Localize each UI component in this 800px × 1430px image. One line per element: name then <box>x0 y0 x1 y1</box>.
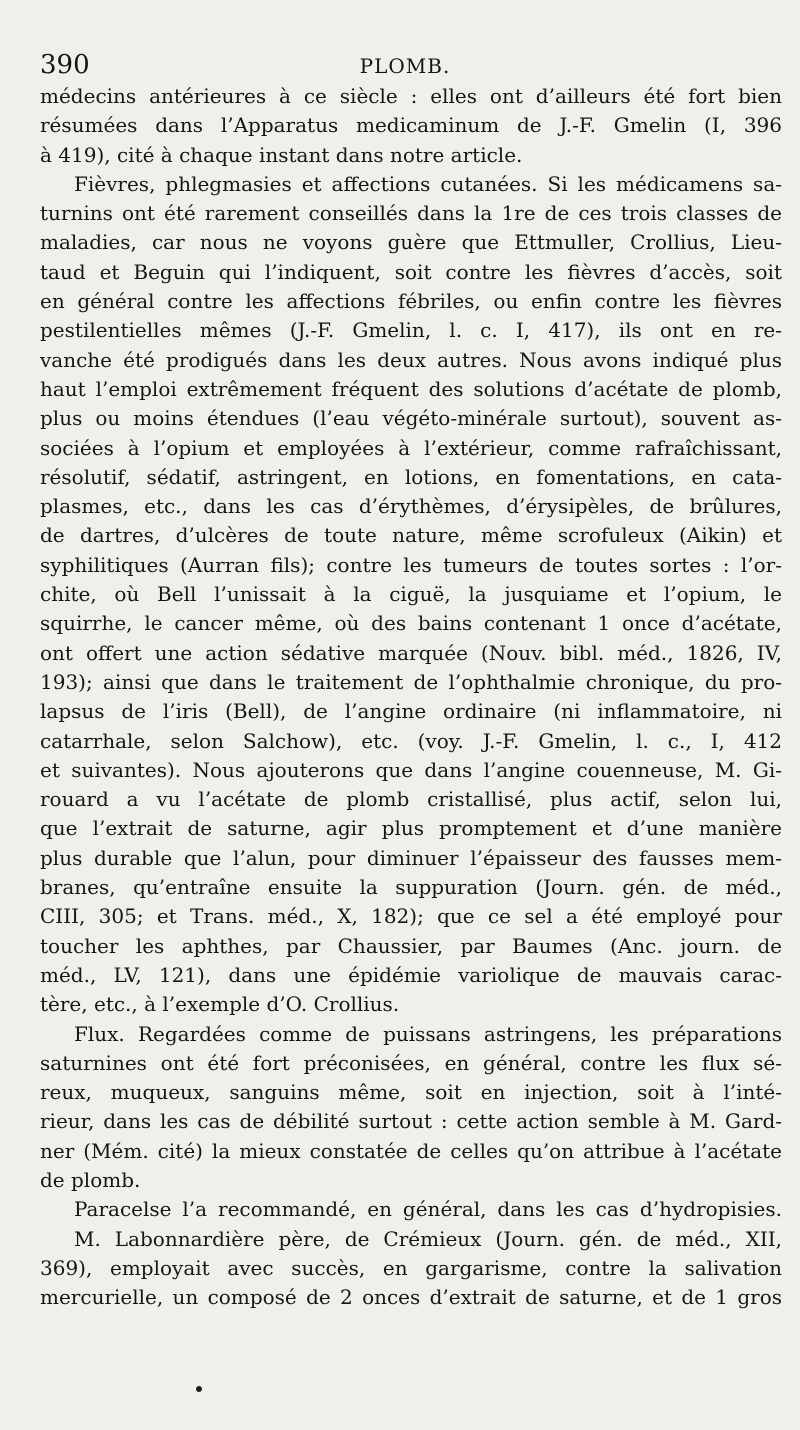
text-line: ont offert une action sédative marquée (Nouv. bibl. méd., 1826, IV, <box>40 640 782 665</box>
text-line: tère, etc., à l’exemple d’O. Crollius. <box>40 992 400 1017</box>
text-line: Flux. Regardées comme de puissans astringens, les préparations <box>74 1021 782 1046</box>
text-line: rieur, dans les cas de débilité surtout : cette action semble à M. Gard- <box>40 1109 782 1134</box>
text-line: vanche été prodigués dans les deux autres. Nous avons indiqué plus <box>40 347 782 372</box>
text-line: M. Labonnardière père, de Crémieux (Journ. gén. de méd., XII, <box>74 1226 782 1251</box>
text-line: haut l’emploi extrêmement fréquent des solutions d’acétate de plomb, <box>40 376 782 401</box>
text-line: squirrhe, le cancer même, où des bains contenant 1 once d’acétate, <box>40 611 782 636</box>
text-line: plasmes, etc., dans les cas d’érythèmes, d’érysipèles, de brûlures, <box>40 494 782 519</box>
text-line: de plomb. <box>40 1167 141 1192</box>
text-line: plus ou moins étendues (l’eau végéto-minérale surtout), souvent as- <box>40 406 782 431</box>
text-line: turnins ont été rarement conseillés dans la 1re de ces trois classes de <box>40 201 782 226</box>
text-line: de dartres, d’ulcères de toute nature, même scrofuleux (Aikin) et <box>40 523 782 548</box>
text-line: que l’extrait de saturne, agir plus promptement et d’une manière <box>40 816 782 841</box>
text-line: mercurielle, un composé de 2 onces d’extrait de saturne, et de 1 gros <box>40 1285 782 1310</box>
text-line: reux, muqueux, sanguins même, soit en injection, soit à l’inté- <box>40 1080 782 1105</box>
text-line: syphilitiques (Aurran fils); contre les tumeurs de toutes sortes : l’or- <box>40 552 782 577</box>
text-line: sociées à l’opium et employées à l’extérieur, comme rafraîchissant, <box>40 435 782 460</box>
text-line: lapsus de l’iris (Bell), de l’angine ordinaire (ni inflammatoire, ni <box>40 699 782 724</box>
text-line: ner (Mém. cité) la mieux constatée de celles qu’on attribue à l’acétate <box>40 1138 782 1163</box>
text-line: 369), employait avec succès, en gargarisme, contre la salivation <box>40 1255 782 1280</box>
text-line: saturnines ont été fort préconisées, en général, contre les flux sé- <box>40 1050 782 1075</box>
body-text <box>40 82 782 1312</box>
page-number: 390 <box>40 50 90 80</box>
text-line: catarrhale, selon Salchow), etc. (voy. J.-F. Gmelin, l. c., I, 412 <box>40 728 782 753</box>
text-line: résumées dans l’Apparatus medicaminum de J.-F. Gmelin (I, 396 <box>40 113 782 138</box>
text-line: chite, où Bell l’unissait à la ciguë, la jusquiame et l’opium, le <box>40 582 782 607</box>
text-line: médecins antérieures à ce siècle : elles ont d’ailleurs été fort bien <box>40 84 782 108</box>
text-line: et suivantes). Nous ajouterons que dans l’angine couenneuse, M. Gi- <box>40 757 782 782</box>
print-speck <box>196 1386 202 1392</box>
text-line: rouard a vu l’acétate de plomb cristallisé, plus actif, selon lui, <box>40 787 782 812</box>
text-line: à 419), cité à chaque instant dans notre article. <box>40 142 523 167</box>
text-line: 193); ainsi que dans le traitement de l’ophthalmie chronique, du pro- <box>40 669 782 694</box>
text-line: branes, qu’entraîne ensuite la suppuration (Journ. gén. de méd., <box>40 875 782 900</box>
text-line: Paracelse l’a recommandé, en général, dans les cas d’hydropisies. <box>74 1197 782 1222</box>
text-line: toucher les aphthes, par Chaussier, par Baumes (Anc. journ. de <box>40 933 782 958</box>
text-line: pestilentielles mêmes (J.-F. Gmelin, l. c. I, 417), ils ont en re- <box>40 318 782 343</box>
text-line: maladies, car nous ne voyons guère que Ettmuller, Crollius, Lieu- <box>40 230 782 255</box>
text-line: méd., LV, 121), dans une épidémie variolique de mauvais carac- <box>40 962 782 987</box>
text-line: plus durable que l’alun, pour diminuer l’épaisseur des fausses mem- <box>40 845 782 870</box>
text-line: en général contre les affections fébriles, ou enfin contre les fièvres <box>40 289 782 314</box>
text-line: CIII, 305; et Trans. méd., X, 182); que ce sel a été employé pour <box>40 904 782 929</box>
text-line: Fièvres, phlegmasies et affections cutanées. Si les médicamens sa- <box>74 171 782 196</box>
text-line: taud et Beguin qui l’indiquent, soit contre les fièvres d’accès, soit <box>40 259 782 284</box>
text-line: résolutif, sédatif, astringent, en lotions, en fomentations, en cata- <box>40 464 782 489</box>
running-title: PLOMB. <box>359 54 451 78</box>
